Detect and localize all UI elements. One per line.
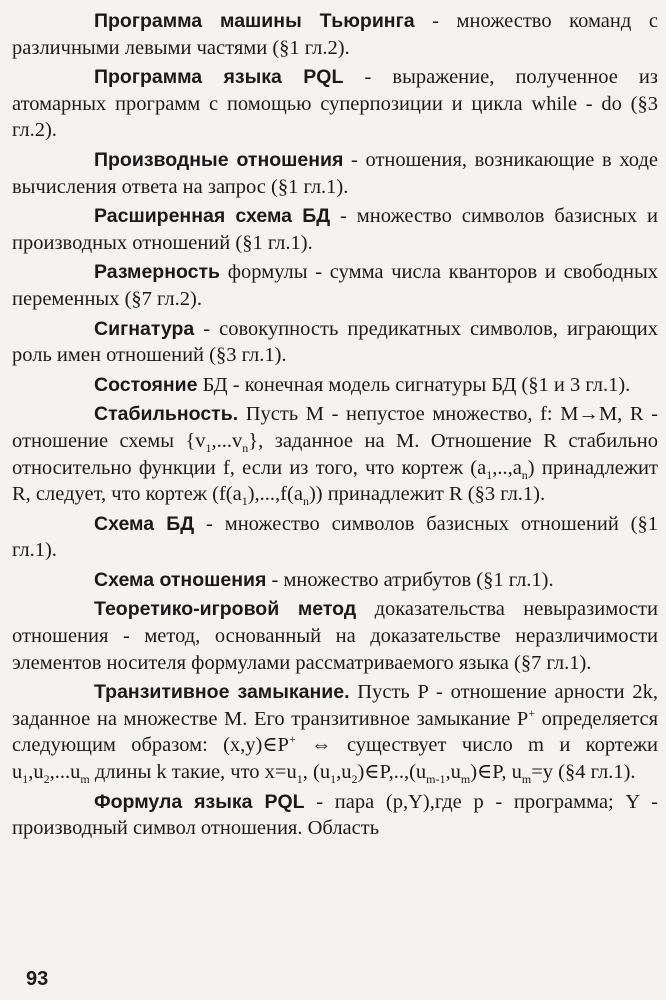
entry-term: Состояние bbox=[94, 373, 198, 396]
entry-pql-program bbox=[12, 64, 658, 144]
entry-formula-dimension bbox=[12, 259, 658, 312]
entry-term: Транзитивное замыкание. bbox=[94, 681, 350, 704]
glossary-entries bbox=[12, 8, 658, 845]
entry-term: Программа языка PQL bbox=[94, 66, 344, 89]
entry-text: - отношения, возникающие в ходе вычисления ответа на запрос (§1 гл.1). bbox=[12, 148, 658, 198]
entry-stability: Стабильность. Пусть М - непустое множество, f: М→М, R - отношение схемы $\{v_1,...v_n\}$, заданное на М. Отношение R стабильно относительно функции f, если из того, что кортеж $(a_1,..,a_n)$ принадлежит R, следует, что кортеж $(f(a_1),...,f(a_n))$ принадлежит R (§3 гл.1). bbox=[12, 403, 658, 509]
entry-pql-formula bbox=[12, 789, 658, 842]
entry-term: Схема отношения bbox=[94, 568, 267, 591]
entry-text: - выражение, полученное из атомарных программ с помощью суперпозиции и цикла while - do (§3 гл.2). bbox=[12, 66, 658, 142]
entry-derived-relations bbox=[12, 147, 658, 200]
entry-extended-schema bbox=[12, 203, 658, 256]
page-number: 93 bbox=[26, 968, 49, 990]
entry-term: Расширенная схема БД bbox=[94, 205, 331, 228]
entry-text: - совокупность предикатных символов, играющих роль имен отношений (§3 гл.1). bbox=[12, 317, 658, 367]
entry-text: - пара (p,Y),где p - программа; Y - производный символ отношения. Область bbox=[12, 790, 658, 840]
entry-term: Стабильность. bbox=[94, 403, 239, 426]
entry-db-state bbox=[12, 372, 658, 399]
entry-text: - множество символов базисных отношений (§1 гл.1). bbox=[12, 512, 658, 562]
entry-db-schema bbox=[12, 511, 658, 564]
entry-text: формулы - сумма числа кванторов и свободных переменных (§7 гл.2). bbox=[12, 261, 658, 310]
entry-signature bbox=[12, 316, 658, 369]
entry-relation-schema bbox=[12, 567, 658, 594]
entry-text: - множество атрибутов (§1 гл.1). bbox=[266, 568, 554, 591]
entry-text: - множество команд с различными левыми частями (§1 гл.2). bbox=[12, 10, 658, 59]
entry-text: доказательства невыразимости отношения - метод, основанный на доказательстве неразличимости элементов носителя формулами рассматриваемого языка (§7 гл.1). bbox=[12, 598, 658, 674]
entry-text: - множество символов базисных и производных отношений (§1 гл.1). bbox=[12, 205, 658, 254]
entry-term: Программа машины Тьюринга bbox=[94, 10, 415, 32]
entry-term: Сигнатура bbox=[94, 317, 195, 340]
entry-term: Формула языка PQL bbox=[94, 790, 305, 813]
entry-game-method bbox=[12, 596, 658, 676]
entry-term: Производные отношения bbox=[94, 148, 344, 171]
entry-transitive-closure: Транзитивное замыкание. Пусть P - отношение арности 2k, заданное на множестве М. Его транзитивное замыкание P+ определяется следующим образом: (x,y)∈P+ ⇔ существует число m и кортежи $u_1,u_2,...u_m$ длины k такие, что $x=u_1$, $(u_1,u_2)\in P,..,(u_{m-1},u_m)\in P$, $u_m=y$ (§4 гл.1). bbox=[12, 681, 659, 787]
entry-term: Теоретико-игровой метод bbox=[94, 598, 357, 621]
entry-term: Схема БД bbox=[94, 512, 195, 535]
entry-turing-program bbox=[12, 8, 658, 61]
entry-text: БД - конечная модель сигнатуры БД (§1 и 3 гл.1). bbox=[197, 373, 631, 396]
entry-term: Размерность bbox=[94, 261, 221, 284]
